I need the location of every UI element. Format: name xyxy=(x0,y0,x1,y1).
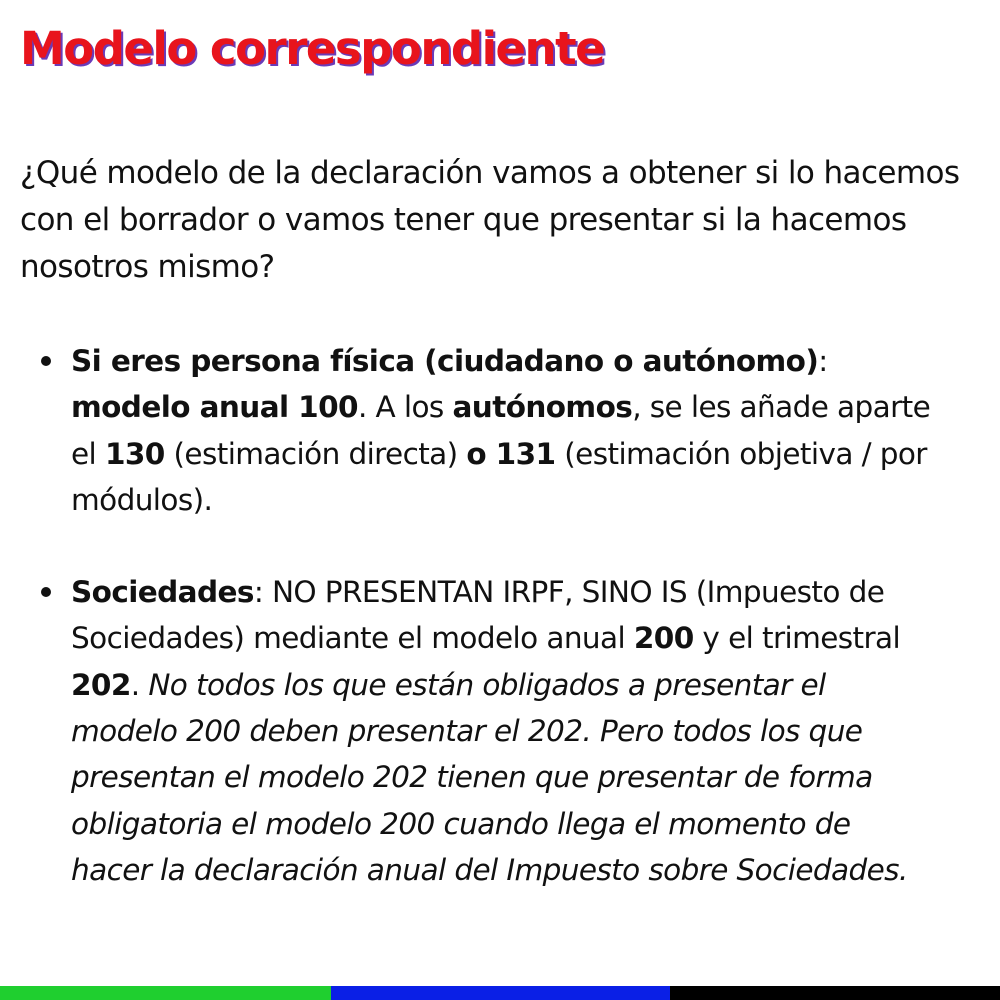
bullet-text: (estimación objetiva / por módulos). xyxy=(71,436,927,517)
footer-bar-blue xyxy=(331,986,670,1000)
bullet-item-persona-fisica xyxy=(0,338,931,523)
bullet-text: (estimación directa) xyxy=(164,436,467,471)
bullet-bold-text: 130 xyxy=(104,436,165,471)
bullet-text: : NO PRESENTAN IRPF, SINO IS (Impuesto de Sociedades) mediante el modelo anual xyxy=(71,575,885,656)
bullet-text: y el trimestral xyxy=(693,621,901,656)
bullet-bold-text: Si eres persona física (ciudadano o autónomo) xyxy=(71,344,819,378)
bullet-bold-text: 200 xyxy=(633,621,694,656)
bullet-text: . xyxy=(130,667,149,702)
bullet-bold-text: o 131 xyxy=(466,436,556,471)
bullet-list xyxy=(0,338,1000,893)
bullet-bold-text: Sociedades xyxy=(71,575,254,610)
intro-question: ¿Qué modelo de la declaración vamos a obtener si lo hacemos con el borrador o vamos tener que presentar si la hacemos nosotros mismo? xyxy=(20,155,960,285)
bullet-dot xyxy=(41,587,51,597)
bullet-item-sociedades xyxy=(0,569,931,893)
bullet-text: . A los xyxy=(357,390,453,425)
bullet-bold-text: modelo anual 100 xyxy=(71,390,358,425)
footer-bar-black xyxy=(670,986,1000,1000)
page-title: Modelo correspondiente xyxy=(20,22,605,75)
bullet-bold-text: 202 xyxy=(71,667,131,702)
bullet-dot xyxy=(41,356,51,366)
bullet-text: : xyxy=(818,344,828,378)
bullet-bold-text: autónomos xyxy=(452,390,633,425)
footer-bar-green xyxy=(0,986,331,1000)
bullet-italic-note: No todos los que están obligados a presentar el modelo 200 deben presentar el 202. Pero todos los que presentan el modelo 202 tienen que presentar de forma obligatoria el modelo 200 cuando llega el momento de hacer la declaración anual del Impuesto sobre Sociedades. xyxy=(71,667,908,887)
bullet-text: , se les añade aparte el xyxy=(71,390,931,471)
